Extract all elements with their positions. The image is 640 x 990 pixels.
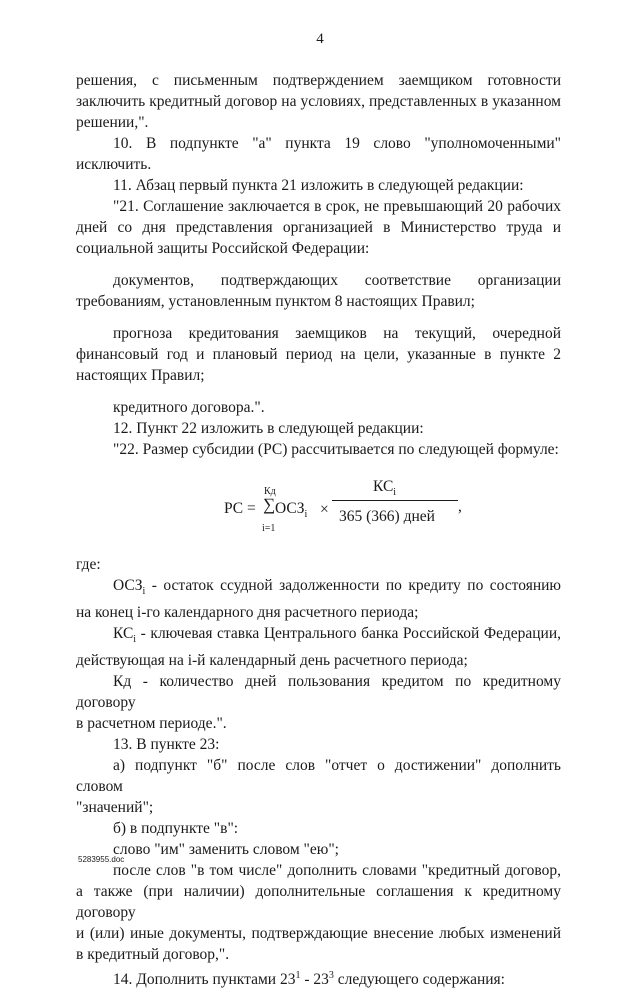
formula-sum-lower: i=1 bbox=[262, 523, 276, 534]
text-line: а также (при наличии) дополнительные соглашения к кредитному договору bbox=[76, 883, 561, 922]
definition-osz: $ОСЗ_i$ - остаток ссудной задолженности по кредиту по состоянию bbox=[113, 577, 561, 598]
text-line: социальной защиты Российской Федерации: bbox=[76, 240, 370, 257]
document-body bbox=[76, 70, 561, 990]
text-line: настоящих Правил; bbox=[76, 367, 205, 384]
formula-times: × bbox=[320, 501, 329, 518]
text-line: "21. Соглашение заключается в срок, не превышающий 20 рабочих bbox=[113, 198, 561, 215]
formula-osz: $ОСЗ_i$ bbox=[275, 500, 308, 521]
text-line: 13. В пункте 23: bbox=[113, 736, 220, 754]
text-line: на конец i-го календарного дня расчетного периода; bbox=[76, 604, 419, 622]
text-line: финансовый год и плановый период на цели, указанные в пункте 2 bbox=[76, 346, 561, 363]
text-line: прогноза кредитования заемщиков на текущий, очередной bbox=[113, 325, 561, 342]
text-line: 14. Дополнить пунктами $23^1 - 23^3$ следующего содержания: bbox=[113, 970, 505, 989]
text-line: слово "им" заменить словом "ею"; bbox=[113, 841, 339, 859]
text-line: и (или) иные документы, подтверждающие внесение любых изменений bbox=[76, 925, 561, 943]
text-line: в расчетном периоде.". bbox=[76, 715, 227, 733]
text-line: требованиям, установленным пунктом 8 настоящих Правил; bbox=[76, 293, 475, 310]
subsidy-formula bbox=[76, 466, 561, 546]
text-line: 12. Пункт 22 изложить в следующей редакции: bbox=[113, 420, 424, 437]
definition-ks: $КС_i$ - ключевая ставка Центрального банка Российской Федерации, bbox=[113, 625, 561, 646]
text-line: после слов "в том числе" дополнить словами "кредитный договор, bbox=[113, 862, 561, 880]
formula-denominator: 365 (366) дней bbox=[339, 508, 435, 525]
formula-sum-upper: Кд bbox=[264, 486, 276, 497]
text-line: в кредитный договор,". bbox=[76, 946, 230, 964]
text-line: "22. Размер субсидии (РС) рассчитывается по следующей формуле: bbox=[113, 441, 559, 458]
sigma-icon: ∑ bbox=[263, 495, 276, 514]
text-line: решении,". bbox=[76, 114, 149, 131]
text-line: б) в подпункте "в": bbox=[113, 820, 239, 838]
text-line: 10. В подпункте "а" пункта 19 слово "уполномоченными" исключить. bbox=[76, 135, 561, 173]
formula-numerator: $КС_i$ bbox=[373, 478, 397, 499]
text-line: Кд - количество дней пользования кредитом по кредитному договору bbox=[76, 673, 561, 712]
text-line: решения, с письменным подтверждением заемщиком готовности bbox=[76, 72, 561, 89]
text-line: "значений"; bbox=[76, 799, 154, 817]
fraction-bar bbox=[332, 500, 458, 501]
file-name-footer: 5283955.doc bbox=[78, 855, 125, 864]
text-line: действующая на i-й календарный день расчетного периода; bbox=[76, 652, 468, 670]
text-line: а) подпункт "б" после слов "отчет о достижении" дополнить словом bbox=[76, 757, 561, 796]
text-line: документов, подтверждающих соответствие организации bbox=[113, 272, 561, 289]
text-line: где: bbox=[76, 556, 101, 573]
formula-comma: , bbox=[458, 498, 462, 515]
text-line: кредитного договора.". bbox=[113, 399, 265, 416]
text-line: заключить кредитный договор на условиях, представленных в указанном bbox=[76, 93, 561, 110]
formula-lhs: РС = bbox=[224, 500, 256, 517]
text-line: дней со дня представления организацией в Министерство труда и bbox=[76, 219, 561, 236]
page-number: 4 bbox=[316, 31, 324, 47]
text-line: 11. Абзац первый пункта 21 изложить в следующей редакции: bbox=[113, 177, 524, 194]
